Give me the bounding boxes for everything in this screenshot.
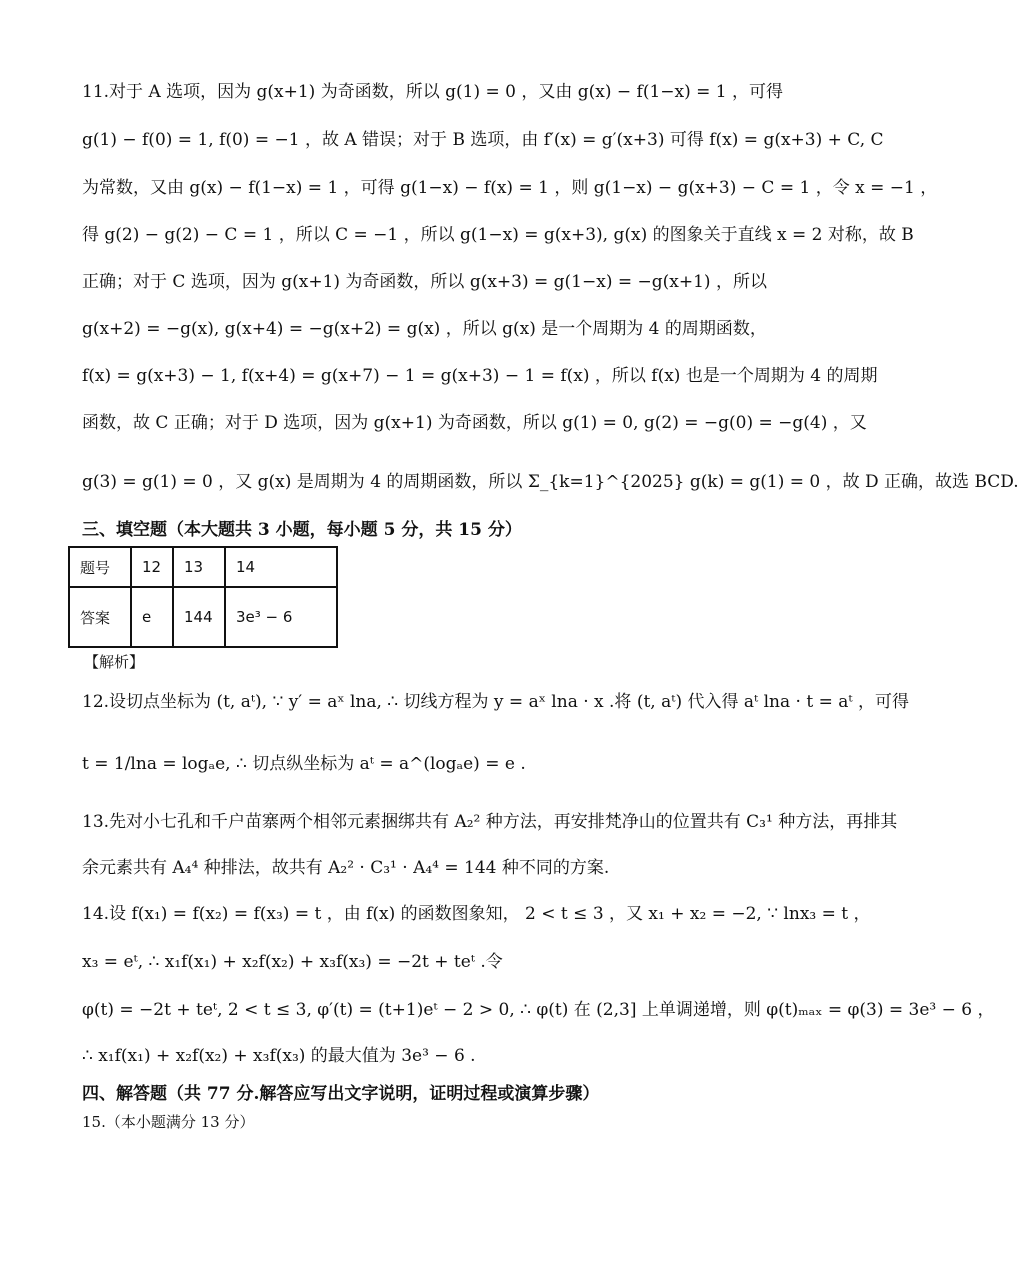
q14-line-3: φ(t) = −2t + teᵗ, 2 < t ≤ 3, φ′(t) = (t+1)eᵗ − 2 > 0, ∴ φ(t) 在 (2,3] 上单调递增，则 φ(t)ₘₐₓ = φ(3) = 3e³ − 6 ， <box>82 1000 995 1020</box>
q12-line-2: t = 1/lna = logₐe, ∴ 切点纵坐标为 aᵗ = a^(logₐe) = e . <box>82 754 526 774</box>
q11-line-4: 得 g(2) − g(2) − C = 1 ，所以 C = −1 ，所以 g(1−x) = g(x+3), g(x) 的图象关于直线 x = 2 对称，故 B <box>82 225 914 245</box>
q11-line-2: g(1) − f(0) = 1, f(0) = −1 ，故 A 错误；对于 B 选项，由 f′(x) = g′(x+3) 可得 f(x) = g(x+3) + C, C <box>82 130 884 150</box>
answer-table <box>68 546 338 648</box>
table-cell: 3e³ − 6 <box>225 587 337 647</box>
q11-line-5: 正确；对于 C 选项，因为 g(x+1) 为奇函数，所以 g(x+3) = g(1−x) = −g(x+1) ，所以 <box>82 272 767 292</box>
q12-line-1: 12.设切点坐标为 (t, aᵗ), ∵ y′ = aˣ lna, ∴ 切线方程为 y = aˣ lna · x .将 (t, aᵗ) 代入得 aᵗ lna · t = aᵗ ，可得 <box>82 692 909 712</box>
section3-title: 三、填空题（本大题共 3 小题，每小题 5 分，共 15 分） <box>82 520 522 540</box>
q13-line-1: 13.先对小七孔和千户苗寨两个相邻元素捆绑共有 A₂² 种方法，再安排梵净山的位置共有 C₃¹ 种方法，再排其 <box>82 812 898 832</box>
analysis-label: 【解析】 <box>84 653 145 671</box>
table-cell: 14 <box>225 547 337 587</box>
q11-line-1: 11.对于 A 选项，因为 g(x+1) 为奇函数，所以 g(1) = 0 ，又由 g(x) − f(1−x) = 1 ，可得 <box>82 82 784 102</box>
q14-line-1: 14.设 f(x₁) = f(x₂) = f(x₃) = t ，由 f(x) 的函数图象知， 2 < t ≤ 3 ，又 x₁ + x₂ = −2, ∵ lnx₃ = t ， <box>82 904 871 924</box>
table-cell: 答案 <box>69 587 131 647</box>
table-cell: 144 <box>173 587 225 647</box>
q14-line-4: ∴ x₁f(x₁) + x₂f(x₂) + x₃f(x₃) 的最大值为 3e³ − 6 . <box>82 1046 476 1066</box>
table-row <box>69 587 337 647</box>
q14-line-2: x₃ = eᵗ, ∴ x₁f(x₁) + x₂f(x₂) + x₃f(x₃) = −2t + teᵗ .令 <box>82 952 503 972</box>
table-cell: 13 <box>173 547 225 587</box>
q11-line-3: 为常数，又由 g(x) − f(1−x) = 1 ，可得 g(1−x) − f(x) = 1 ，则 g(1−x) − g(x+3) − C = 1 ，令 x = −1 ， <box>82 178 938 198</box>
table-cell: e <box>131 587 173 647</box>
q11-line-9: g(3) = g(1) = 0 ，又 g(x) 是周期为 4 的周期函数，所以 Σ_{k=1}^{2025} g(k) = g(1) = 0 ，故 D 正确，故选 BCD. <box>82 472 1019 492</box>
q13-line-2: 余元素共有 A₄⁴ 种排法，故共有 A₂² · C₃¹ · A₄⁴ = 144 种不同的方案. <box>82 858 610 878</box>
table-cell: 题号 <box>69 547 131 587</box>
table-cell: 12 <box>131 547 173 587</box>
q15-heading: 15.（本小题满分 13 分） <box>82 1113 255 1131</box>
table-row <box>69 547 337 587</box>
q11-line-6: g(x+2) = −g(x), g(x+4) = −g(x+2) = g(x) ，所以 g(x) 是一个周期为 4 的周期函数， <box>82 319 767 339</box>
q11-line-8: 函数，故 C 正确；对于 D 选项，因为 g(x+1) 为奇函数，所以 g(1) = 0, g(2) = −g(0) = −g(4) ，又 <box>82 413 867 433</box>
q11-line-7: f(x) = g(x+3) − 1, f(x+4) = g(x+7) − 1 = g(x+3) − 1 = f(x) ，所以 f(x) 也是一个周期为 4 的周期 <box>82 366 878 386</box>
section4-title: 四、解答题（共 77 分.解答应写出文字说明，证明过程或演算步骤） <box>82 1084 600 1104</box>
